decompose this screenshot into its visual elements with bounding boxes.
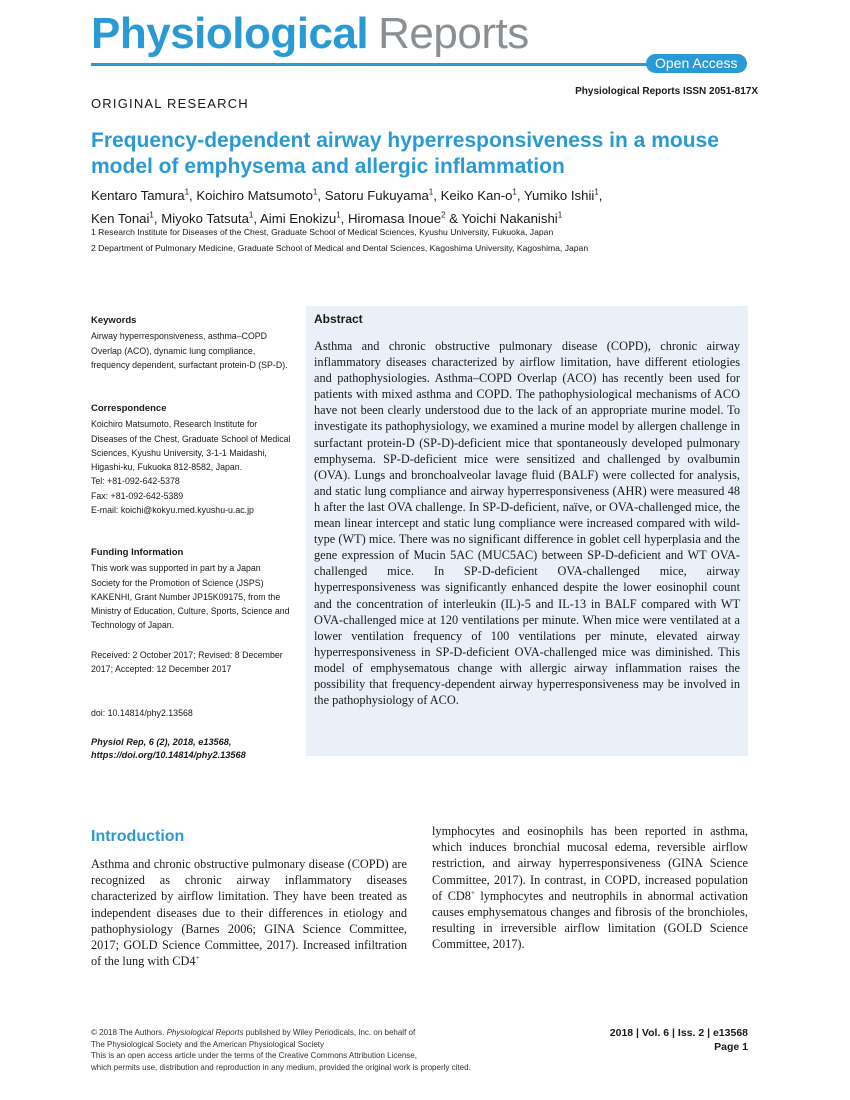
- introduction-text: Asthma and chronic obstructive pulmonary disease (COPD) are recognized as chronic airway inflammatory diseases characterized by airflow limitation. They have been treated as independent diseases due to their differences in etiology and pathophysiology (Barnes 2006; GINA Science Committee, 2017; GOLD Science Committee, 2017). Increased infiltration of the lung with CD4: [91, 857, 407, 969]
- author: Miyoko Tatsuta$^1$,: [161, 210, 260, 226]
- abstract-box: [306, 306, 748, 756]
- citation-line: Physiol Rep, 6 (2), 2018, e13568,: [91, 737, 232, 747]
- author: Aimi Enokizu$^1$,: [259, 210, 348, 226]
- article-citation: [91, 736, 291, 762]
- introduction-text: lymphocytes and neutrophils in abnormal activation causes emphysematous changes and fibrosis of the bronchioles, resulting in irreversible airflow limitation (GOLD Science Committee, 2017).: [432, 888, 748, 952]
- journal-masthead: [91, 8, 529, 60]
- citation-url[interactable]: https://doi.org/10.14814/phy2.13568: [91, 750, 246, 760]
- abstract-text: Asthma and chronic obstructive pulmonary disease (COPD), chronic airway inflammatory diseases characterized by airflow limitation, have different etiologies and pathophysiologies. Asthma–COPD Overlap (ACO) has recently been used for patients with mixed asthma and COPD. The pathophysiological mechanisms of ACO have not been clearly understood due to the lack of an appropriate murine model. To investigate its pathophysiology, we examined a murine model by allergen challenge in surfactant protein-D (SP-D)-deficient mice that spontaneously developed pulmonary emphysema. SP-D-deficient mice were sensitized and challenged by ovalbumin (OVA). Lungs and bronchoalveolar lavage fluid (BALF) were collected for analysis, and static lung compliance and airway hyperresponsiveness (AHR) were measured 48 h after the last OVA challenge. In SP-D-deficient, naïve, or OVA-challenged mice, the mean linear intercept and static lung compliance were increased compared with wild-type (WT) mice. There was no significant difference in goblet cell hyperplasia and the gene expression of Mucin 5AC (MUC5AC) between SP-D-deficient and WT OVA-challenged mice. In SP-D-deficient OVA-challenged mice, airway hyperresponsiveness was significantly enhanced despite the lower eosinophil count and the concentration of interleukin (IL)-5 and IL-13 in BALF compared with WT OVA-challenged mice at 120 ventilations per minute. When mice were ventilated at a lower ventilation frequency of 100 ventilations per minute, elevated airway hyperresponsiveness in SP-D-deficient OVA-challenged mice was diminished. This model of emphysematous change with allergic airway inflammation raises the possibility that frequency-dependent airway hyperresponsiveness may be involved in the pathophysiology of ACO.: [314, 339, 740, 708]
- superscript: +: [470, 888, 475, 897]
- open-access-badge: Open Access: [646, 54, 747, 73]
- license-line: which permits use, distribution and reproduction in any medium, provided the original work is properly cited.: [91, 1062, 471, 1072]
- article-title: Frequency-dependent airway hyperresponsiveness in a mouse model of emphysema and allergic inflammation: [91, 129, 719, 178]
- affiliation-1: 1 Research Institute for Diseases of the Chest, Graduate School of Medical Sciences, Kyushu University, Fukuoka, Japan: [91, 227, 554, 237]
- author: Satoru Fukuyama$^1$,: [324, 188, 441, 204]
- abstract-heading: Abstract: [314, 312, 363, 326]
- section-label: ORIGINAL RESEARCH: [91, 96, 249, 111]
- funding-block: [91, 546, 291, 633]
- copyright-line: © 2018 The Authors. Physiological Reports published by Wiley Periodicals, Inc. on behalf of: [91, 1028, 416, 1037]
- page-number: Page 1: [714, 1041, 748, 1053]
- affiliations: [91, 225, 791, 256]
- copyright-line: The Physiological Society and the American Physiological Society: [91, 1039, 325, 1049]
- author: Hiromasa Inoue$^2$ &: [348, 210, 462, 226]
- correspondence-address: Koichiro Matsumoto, Research Institute for Diseases of the Chest, Graduate School of Medical Sciences, Kyushu University, 3-1-1 Maidashi, Higashi-ku, Fukuoka 812-8582, Japan.: [91, 419, 291, 473]
- funding-heading: Funding Information: [91, 547, 184, 558]
- article-doi[interactable]: doi: 10.14814/phy2.13568: [91, 708, 193, 718]
- superscript: +: [195, 954, 200, 963]
- volume-info: 2018 | Vol. 6 | Iss. 2 | e13568: [609, 1027, 748, 1039]
- introduction-column-right: [432, 823, 748, 953]
- affiliation-2: 2 Department of Pulmonary Medicine, Graduate School of Medical and Dental Sciences, Kagoshima University, Kagoshima, Japan: [91, 242, 589, 253]
- journal-name-part1: Physiological: [91, 9, 369, 58]
- license-line: This is an open access article under the terms of the Creative Commons Attribution License,: [91, 1051, 417, 1060]
- author: Kentaro Tamura$^1$,: [91, 188, 197, 204]
- correspondence-heading: Correspondence: [91, 403, 167, 414]
- header-rule: [91, 63, 651, 66]
- author: Ken Tonai$^1$,: [91, 210, 162, 226]
- copyright-footer: [91, 1027, 551, 1073]
- page-info: [610, 1026, 748, 1054]
- author: Yumiko Ishii$^1$,: [523, 188, 603, 204]
- author: Koichiro Matsumoto$^1$,: [196, 188, 325, 204]
- correspondence-tel: Tel: +81-092-642-5378: [91, 476, 180, 487]
- correspondence-email[interactable]: E-mail: koichi@kokyu.med.kyushu-u.ac.jp: [91, 505, 254, 516]
- correspondence-fax: Fax: +81-092-642-5389: [91, 490, 184, 501]
- introduction-column-left: [91, 856, 407, 969]
- journal-name-part2: Reports: [378, 9, 529, 58]
- keywords-block: [91, 314, 291, 372]
- correspondence-block: [91, 402, 291, 517]
- author-list: [91, 183, 761, 228]
- author: Keiko Kan-$o^1$,: [440, 188, 524, 204]
- article-dates: Received: 2 October 2017; Revised: 8 December 2017; Accepted: 12 December 2017: [91, 650, 283, 675]
- journal-issn: Physiological Reports ISSN 2051-817X: [575, 86, 758, 97]
- keywords-heading: Keywords: [91, 315, 137, 326]
- funding-text: This work was supported in part by a Japan Society for the Promotion of Science (JSPS) KAKENHI, Grant Number JP15K09175, from the Ministry of Education, Culture, Sports, Science and Technology of Japan.: [91, 563, 290, 631]
- introduction-text: lymphocytes and eosinophils has been reported in asthma, which induces bronchial mucosal edema, reversible airflow restriction, and airway hyperresponsiveness (GINA Science Committee, 2017). In contrast, in COPD, increased population of CD8: [432, 824, 748, 903]
- keywords-text: Airway hyperresponsiveness, asthma–COPD Overlap (ACO), dynamic lung compliance, frequency dependent, surfactant protein-D (SP-D).: [91, 331, 288, 370]
- introduction-heading: Introduction: [91, 828, 185, 845]
- author: Yoichi Nakanishi$^1$: [461, 210, 563, 226]
